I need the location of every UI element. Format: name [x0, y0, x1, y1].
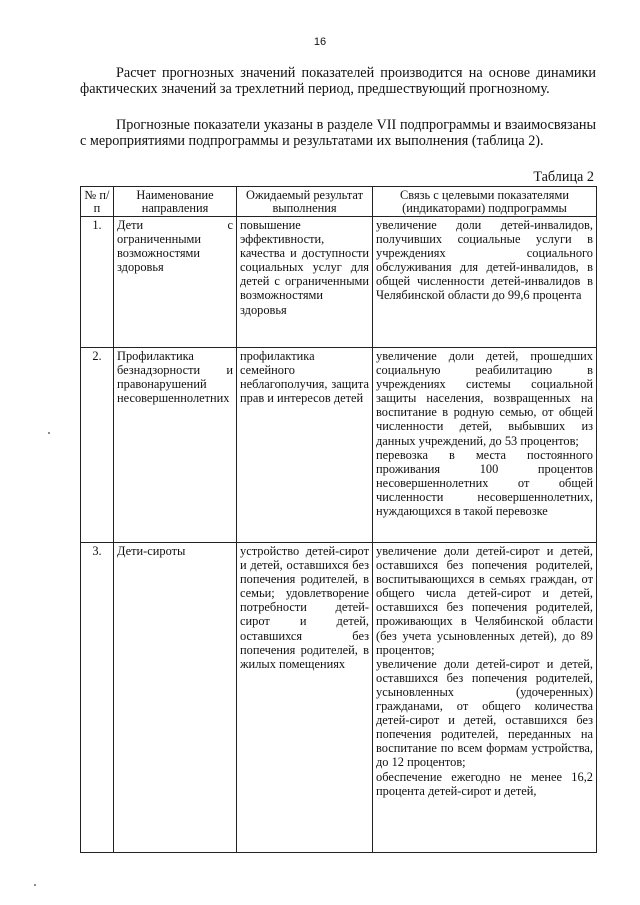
- row-result: устройство детей-сирот и детей, оставшихся без попечения родителей, в семьи; удовлетворение потребности детей-сирот и детей, оставшихся без попечения родителей, в жилых помещениях: [237, 543, 373, 853]
- link-item: обеспечение ежегодно не менее 16,2 процента детей-сирот и детей,: [376, 769, 593, 798]
- table-caption: Таблица 2: [533, 169, 594, 185]
- row-number: 1.: [81, 217, 114, 348]
- row-direction: Дети-сироты: [114, 543, 237, 853]
- link-item: увеличение доли детей-сирот и детей, оставшихся без попечения родителей, усыновленных (удочеренных) гражданами, от общего количества детей-сирот и детей, оставшихся без попечения родителей, переданных на воспитание по всем формам устройства, до 12 процентов;: [376, 656, 593, 770]
- table-header-row: [81, 187, 597, 217]
- header-link: Связь с целевыми показателями (индикаторами) подпрограммы: [373, 187, 597, 217]
- page-number: 16: [313, 36, 327, 48]
- link-item: увеличение доли детей-сирот и детей, оставшихся без попечения родителей, воспитывающихся в семьях граждан, от общего числа детей-сирот и детей, оставшихся без попечения родителей, проживающих в Челябинской области (без учета усыновленных детей), до 89 процентов;: [376, 544, 593, 657]
- row-number: 3.: [81, 543, 114, 853]
- row-direction: Профилактика безнадзорности и правонарушений несовершеннолетних: [114, 348, 237, 543]
- header-direction: Наименование направления: [114, 187, 237, 217]
- row-result: повышение эффективности, качества и доступности социальных услуг для детей с ограниченными возможностями здоровья: [237, 217, 373, 348]
- scan-speck: [34, 884, 36, 886]
- row-number: 2.: [81, 348, 114, 543]
- header-result: Ожидаемый результат выполнения: [237, 187, 373, 217]
- intro-paragraph-1: Расчет прогнозных значений показателей производится на основе динамики фактических значений за трехлетний период, предшествующий прогнозному.: [80, 65, 596, 97]
- row-link: [373, 543, 597, 853]
- link-item: увеличение доли детей, прошедших социальную реабилитацию в учреждениях системы социальной защиты населения, возвращенных на воспитание в родную семью, от общей численности детей, выбывших из данных учреждений, до 53 процентов;: [376, 349, 593, 448]
- table-row: [81, 217, 597, 348]
- table-row: [81, 348, 597, 543]
- row-direction: Дети с ограниченными возможностями здоровья: [114, 217, 237, 348]
- scan-speck: [48, 432, 50, 434]
- header-number: № п/п: [81, 187, 114, 217]
- table-row: [81, 543, 597, 853]
- row-result: профилактика семейного неблагополучия, защита прав и интересов детей: [237, 348, 373, 543]
- intro-paragraph-2: Прогнозные показатели указаны в разделе VII подпрограммы и взаимосвязаны с мероприятиями подпрограммы и результатами их выполнения (таблица 2).: [80, 117, 596, 149]
- results-table: [80, 186, 597, 853]
- link-item: увеличение доли детей-инвалидов, получивших социальные услуги в учреждениях социального обслуживания для детей-инвалидов, в общей численности детей-инвалидов в Челябинской области до 99,6 процента: [376, 218, 593, 303]
- link-item: перевозка в места постоянного проживания 100 процентов несовершеннолетних от общей численности несовершеннолетних, нуждающихся в такой перевозке: [376, 447, 593, 519]
- row-link: [373, 217, 597, 348]
- row-link: [373, 348, 597, 543]
